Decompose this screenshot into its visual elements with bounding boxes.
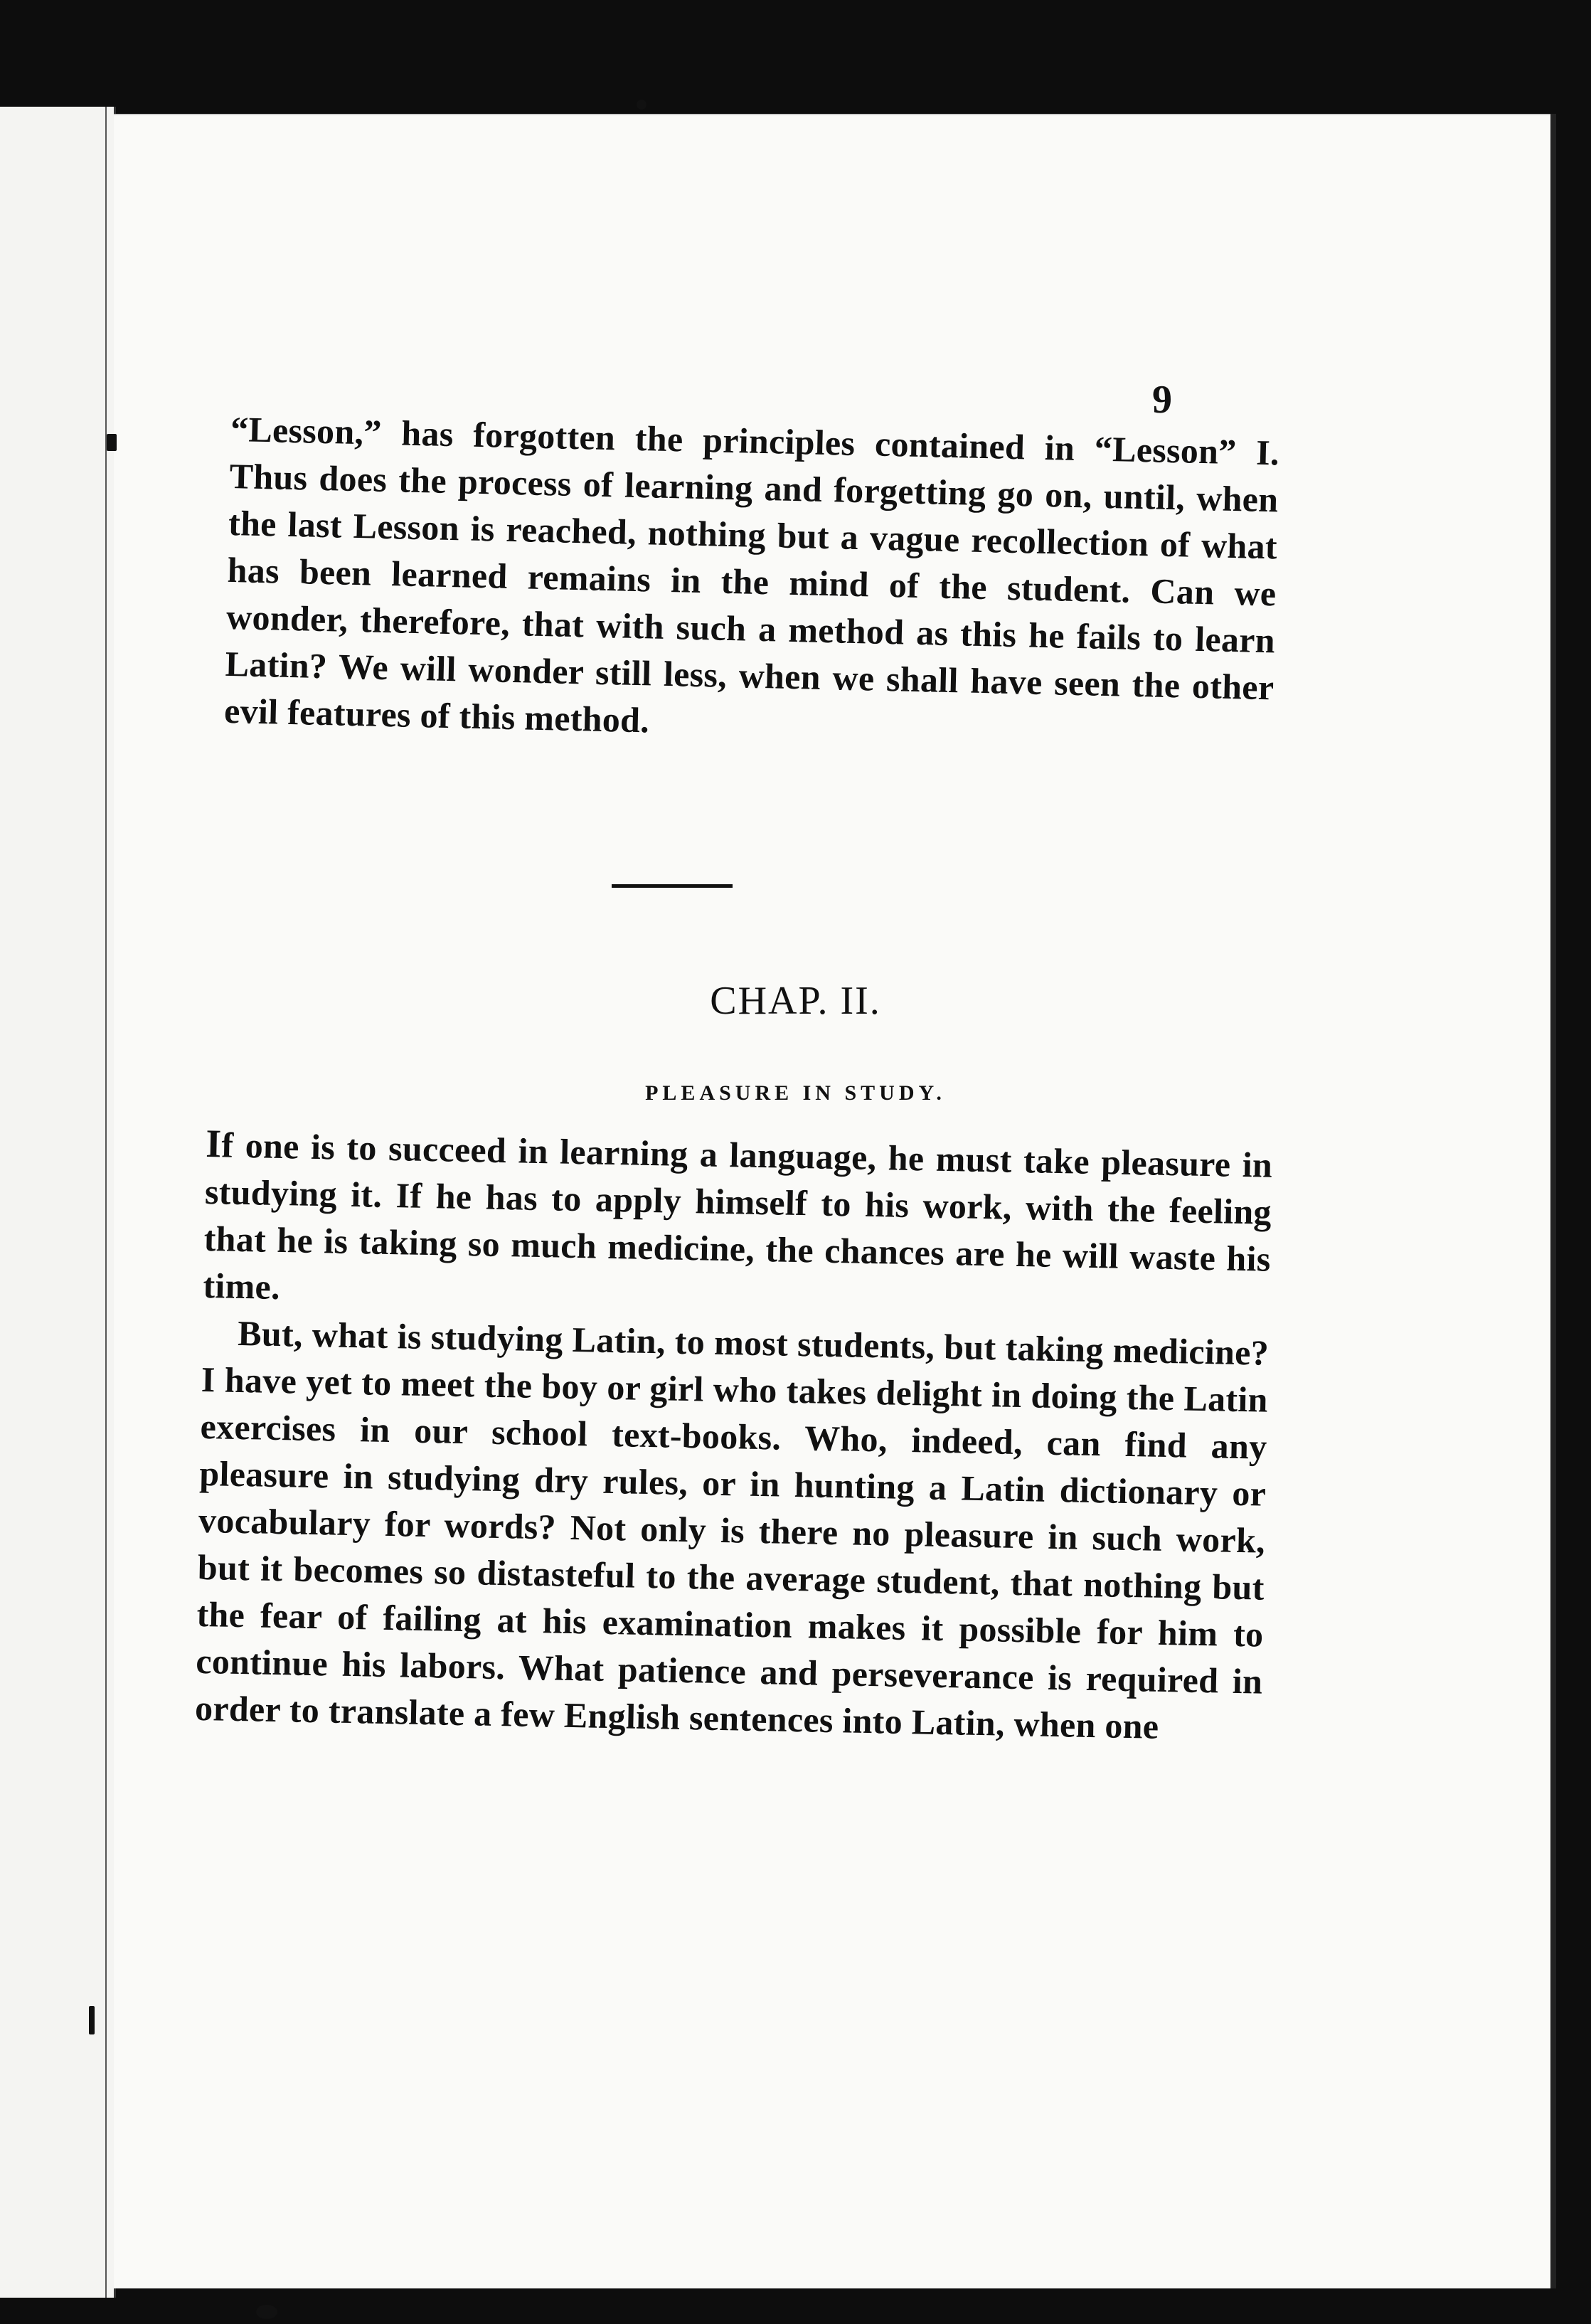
chapter-body (195, 1120, 1273, 1752)
paragraph-1: If one is to succeed in learning a language, he must take pleasure in studying it. If he has to apply himself to his work, with the feeling that he is taking so much medicine, the chances are he will waste his time. (203, 1121, 1273, 1307)
scan-speck (89, 2006, 95, 2034)
paragraph-text: “Lesson,” has forgotten the principles contained in “Lesson” I. Thus does the process of learning and forgetting go on, until, when the last Lesson is reached, nothing but a vague recollection of what has been learned remains in the mind of the student. Can we wonder, therefore, that with such a method as this he fails to learn Latin? We will wonder still less, when we shall have seen the other evil features of this method. (223, 408, 1280, 741)
continued-paragraph (224, 405, 1280, 758)
scan-speck (637, 100, 646, 110)
page-number: 9 (1152, 378, 1172, 422)
scan-speck (256, 2305, 277, 2319)
paragraph-2: But, what is studying Latin, to most students, but taking medicine? I have yet to meet the boy or girl who takes delight in doing the Latin exercises in our school text-books. Who, indeed, can find any pleasure in studying dry rules, or in hunting a Latin dictionary or vocabulary for words? Not only is there no pleasure in such work, but it becomes so distasteful to the average student, that nothing but the fear of failing at his examination makes it possible for him to continue his labors. What patience and perseverance is required in order to translate a few English sentences into Latin, when one (194, 1312, 1270, 1746)
section-title: PLEASURE IN STUDY. (645, 1081, 946, 1105)
chapter-title: CHAP. II. (710, 979, 881, 1023)
facing-page-edge (0, 107, 116, 2298)
scan-speck (107, 434, 117, 451)
section-divider (612, 884, 733, 888)
